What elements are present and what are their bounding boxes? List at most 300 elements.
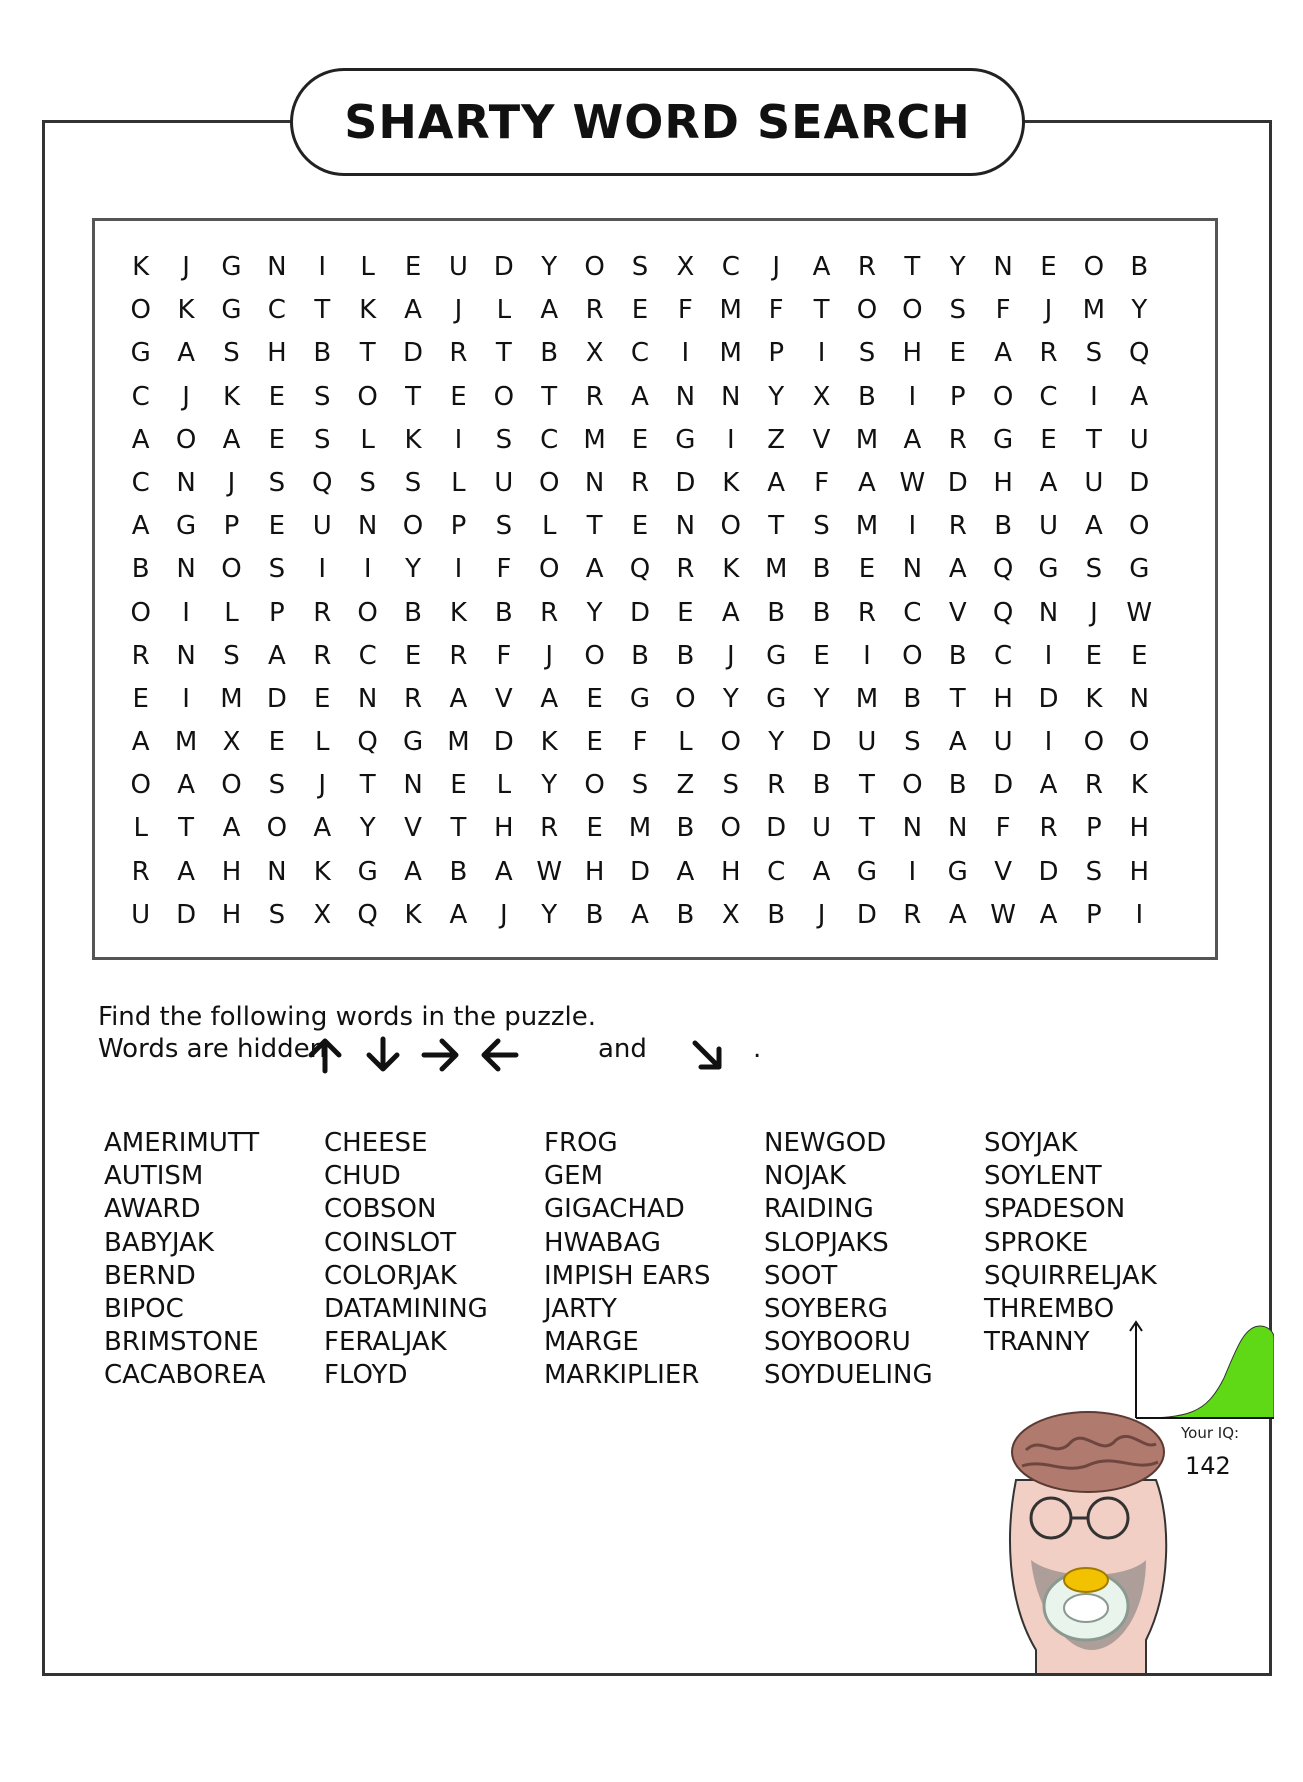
grid-letter: D xyxy=(1038,856,1059,887)
grid-letter: B xyxy=(313,338,332,369)
grid-letter: J xyxy=(182,252,190,282)
grid-letter: R xyxy=(585,295,604,326)
grid-letter: I xyxy=(817,338,826,369)
grid-letter: S xyxy=(1085,554,1103,585)
instructions-line-1: Find the following words in the puzzle. xyxy=(98,1002,596,1032)
grid-letter: G xyxy=(221,252,242,282)
grid-letter: S xyxy=(949,295,966,326)
grid-letter: Y xyxy=(768,727,785,758)
grid-letter: Y xyxy=(813,683,830,714)
grid-letter: A xyxy=(858,467,876,498)
grid-letter: Z xyxy=(767,424,786,455)
grid-letter: P xyxy=(223,511,240,542)
grid-letter: N xyxy=(267,252,287,282)
grid-letter: A xyxy=(313,813,332,844)
grid-letter: N xyxy=(176,640,196,671)
grid-letter: B xyxy=(948,640,967,671)
grid-letter: U xyxy=(131,899,151,930)
grid-letter: C xyxy=(131,381,150,412)
word-column xyxy=(544,1127,764,1393)
word-item: SOYBERG xyxy=(764,1294,888,1325)
grid-letter: B xyxy=(1130,252,1149,282)
grid-letter: B xyxy=(903,683,922,714)
grid-letter: N xyxy=(948,813,968,844)
word-item: CACABOREA xyxy=(104,1360,266,1391)
grid-letter: D xyxy=(493,727,514,758)
period-mark: . xyxy=(753,1034,762,1064)
word-item: SOYDUELING xyxy=(764,1360,933,1391)
grid-letter: S xyxy=(268,554,286,585)
grid-letter: E xyxy=(1040,424,1057,455)
grid-letter: T xyxy=(359,338,376,369)
grid-letter: J xyxy=(1044,295,1053,326)
grid-letter: S xyxy=(223,640,240,671)
grid-letter: S xyxy=(223,338,240,369)
grid-letter: Y xyxy=(405,554,421,585)
grid-letter: Q xyxy=(1129,338,1150,369)
grid-letter: M xyxy=(719,338,742,369)
grid-letter: R xyxy=(540,813,559,844)
grid-letter: A xyxy=(1085,511,1103,542)
grid-letter: F xyxy=(995,295,1011,326)
grid-letter: P xyxy=(269,597,285,628)
grid-letter: R xyxy=(948,511,967,542)
grid-letter: S xyxy=(858,338,876,369)
grid-letter: P xyxy=(949,381,966,412)
grid-letter: K xyxy=(722,467,740,498)
grid-letter: V xyxy=(948,597,967,628)
grid-letter: F xyxy=(632,727,648,758)
grid-letter: A xyxy=(177,856,195,887)
grid-letter: H xyxy=(993,683,1013,714)
grid-letter: C xyxy=(903,597,922,628)
grid-letter: E xyxy=(450,381,467,412)
word-item: AMERIMUTT xyxy=(104,1128,260,1158)
grid-letter: V xyxy=(994,856,1013,887)
grid-letter: N xyxy=(1038,597,1059,628)
grid-letter: A xyxy=(948,727,967,758)
word-item: SLOPJAKS xyxy=(764,1227,889,1258)
grid-letter: O xyxy=(357,597,378,628)
grid-letter: O xyxy=(538,467,560,498)
grid-letter: O xyxy=(902,770,923,801)
grid-letter: A xyxy=(540,683,559,714)
grid-letter: K xyxy=(722,554,740,585)
grid-letter: E xyxy=(677,597,694,628)
grid-letter: L xyxy=(541,511,557,542)
word-item: SOYBOORU xyxy=(764,1327,911,1358)
grid-letter: H xyxy=(221,856,242,887)
grid-letter: D xyxy=(947,467,968,498)
grid-letter: N xyxy=(403,770,423,801)
grid-letter: L xyxy=(360,424,375,455)
word-item: BABYJAK xyxy=(104,1227,214,1258)
grid-letter: R xyxy=(676,554,695,585)
grid-letter: L xyxy=(133,813,148,844)
grid-letter: E xyxy=(450,770,467,801)
grid-letter: I xyxy=(908,511,917,542)
grid-letter: V xyxy=(494,683,513,714)
grid-letter: G xyxy=(1129,554,1150,585)
grid-letter: T xyxy=(859,813,875,844)
grid-letter: Y xyxy=(949,252,966,282)
grid-letter: Q xyxy=(312,467,333,498)
word-item: TRANNY xyxy=(984,1327,1090,1358)
grid-letter: Q xyxy=(992,597,1014,628)
grid-letter: K xyxy=(404,899,422,930)
grid-letter: W xyxy=(899,467,926,498)
grid-letter: D xyxy=(403,338,424,369)
grid-letter: S xyxy=(813,511,830,542)
grid-letter: O xyxy=(720,727,741,758)
grid-letter: O xyxy=(720,511,741,542)
grid-letter: H xyxy=(902,338,923,369)
grid-letter: O xyxy=(902,640,923,671)
grid-letter: D xyxy=(493,252,514,282)
word-item: BRIMSTONE xyxy=(104,1327,259,1358)
grid-letter: E xyxy=(586,683,603,714)
grid-letter: M xyxy=(855,424,879,455)
grid-letter: B xyxy=(676,640,695,671)
grid-letter: N xyxy=(902,554,923,585)
grid-letter: J xyxy=(227,467,236,498)
word-item: MARGE xyxy=(544,1327,639,1358)
grid-letter: T xyxy=(859,770,875,801)
brain-wojak-image xyxy=(996,1410,1176,1674)
grid-letter: T xyxy=(949,683,966,714)
grid-letter: Q xyxy=(357,899,378,930)
grid-letter: E xyxy=(949,338,966,369)
grid-letter: C xyxy=(131,467,150,498)
word-item: SOOT xyxy=(764,1260,838,1291)
grid-letter: R xyxy=(767,770,786,801)
grid-letter: S xyxy=(1085,856,1103,887)
grid-letter: A xyxy=(948,554,967,585)
grid-letter: A xyxy=(721,597,740,628)
grid-letter: F xyxy=(995,813,1011,844)
word-list xyxy=(104,1127,1204,1393)
word-item: BIPOC xyxy=(104,1294,184,1325)
grid-letter: O xyxy=(584,770,605,801)
grid-letter: R xyxy=(540,597,559,628)
grid-letter: R xyxy=(1039,338,1058,369)
grid-letter: G xyxy=(993,424,1014,455)
grid-letter: L xyxy=(678,727,693,758)
grid-letter: O xyxy=(1083,727,1105,758)
grid-letter: G xyxy=(1038,554,1059,585)
grid-letter: A xyxy=(903,424,922,455)
grid-letter: C xyxy=(1039,381,1058,412)
and-label: and xyxy=(598,1034,647,1064)
grid-letter: S xyxy=(495,424,513,455)
grid-letter: G xyxy=(402,727,424,758)
grid-letter: N xyxy=(584,467,605,498)
grid-letter: E xyxy=(1040,252,1057,282)
word-item: SPADESON xyxy=(984,1194,1126,1225)
grid-letter: X xyxy=(676,252,695,282)
grid-letter: A xyxy=(1039,770,1058,801)
grid-letter: T xyxy=(586,511,603,542)
grid-letter: Q xyxy=(357,727,378,758)
grid-letter: J xyxy=(817,899,826,930)
grid-letter: E xyxy=(268,511,286,542)
grid-letter: Y xyxy=(1131,295,1148,326)
grid-letter: W xyxy=(536,856,563,887)
grid-letter: O xyxy=(538,554,560,585)
grid-letter: Y xyxy=(541,252,558,282)
grid-letter: Y xyxy=(586,597,603,628)
grid-letter: S xyxy=(404,467,422,498)
grid-letter: O xyxy=(584,252,605,282)
grid-letter: B xyxy=(404,597,422,628)
grid-letter: I xyxy=(726,424,735,455)
grid-letter: U xyxy=(1129,424,1149,455)
grid-letter: I xyxy=(454,424,463,455)
grid-letter: D xyxy=(176,899,197,930)
grid-letter: L xyxy=(451,467,466,498)
grid-letter: E xyxy=(631,295,649,326)
grid-letter: A xyxy=(222,813,241,844)
grid-letter: L xyxy=(496,295,512,326)
grid-letter: O xyxy=(1129,727,1150,758)
grid-letter: B xyxy=(994,511,1013,542)
word-item: DATAMINING xyxy=(324,1294,488,1325)
grid-letter: F xyxy=(768,295,784,326)
grid-letter: Y xyxy=(359,813,376,844)
grid-letter: C xyxy=(994,640,1013,671)
grid-letter: L xyxy=(315,727,330,758)
grid-letter: W xyxy=(1126,597,1153,628)
grid-letter: A xyxy=(449,899,468,930)
word-item: COINSLOT xyxy=(324,1227,457,1258)
grid-letter: A xyxy=(676,856,695,887)
word-item: COBSON xyxy=(324,1194,437,1225)
grid-letter: J xyxy=(182,381,190,412)
word-item: COLORJAK xyxy=(324,1260,457,1291)
direction-row xyxy=(98,1034,798,1074)
word-item: GEM xyxy=(544,1161,604,1192)
grid-letter: Z xyxy=(676,770,695,801)
grid-letter: B xyxy=(812,554,831,585)
grid-letter: P xyxy=(1086,813,1102,844)
grid-letter: C xyxy=(767,856,786,887)
grid-letter: E xyxy=(813,640,830,671)
grid-letter: M xyxy=(719,295,742,326)
grid-letter: N xyxy=(176,554,196,585)
grid-letter: N xyxy=(675,511,696,542)
grid-letter: I xyxy=(182,683,190,714)
arrow-right-icon xyxy=(421,1036,461,1074)
title-banner xyxy=(290,68,1025,176)
grid-letter: F xyxy=(814,467,830,498)
grid-letter: E xyxy=(631,424,649,455)
grid-letter: N xyxy=(721,381,741,412)
grid-letter: X xyxy=(585,338,604,369)
grid-letter: R xyxy=(313,640,332,671)
grid-letter: N xyxy=(675,381,696,412)
grid-letter: U xyxy=(812,813,832,844)
grid-letter: A xyxy=(131,511,150,542)
word-item: NOJAK xyxy=(764,1161,846,1192)
grid-letter: X xyxy=(313,899,332,930)
grid-letter: D xyxy=(811,727,832,758)
grid-letter: P xyxy=(1086,899,1102,930)
word-item: FLOYD xyxy=(324,1360,408,1391)
grid-letter: D xyxy=(993,770,1014,801)
grid-letter: J xyxy=(545,640,554,671)
arrow-down-icon xyxy=(363,1036,403,1074)
grid-letter: S xyxy=(314,381,331,412)
grid-letter: O xyxy=(130,597,151,628)
grid-letter: A xyxy=(222,424,241,455)
grid-letter: G xyxy=(357,856,378,887)
word-item: AWARD xyxy=(104,1194,201,1225)
grid-letter: E xyxy=(858,554,876,585)
grid-letter: R xyxy=(131,856,150,887)
grid-letter: T xyxy=(178,813,195,844)
grid-letter: R xyxy=(1039,813,1058,844)
grid-letter: S xyxy=(722,770,740,801)
grid-letter: R xyxy=(857,252,876,282)
grid-letter: B xyxy=(767,899,786,930)
grid-letter: T xyxy=(405,381,421,412)
grid-letter: B xyxy=(131,554,150,585)
grid-letter: G xyxy=(766,640,787,671)
grid-letter: K xyxy=(449,597,467,628)
grid-letter: Y xyxy=(768,381,785,412)
grid-letter: O xyxy=(402,511,424,542)
grid-letter: I xyxy=(908,856,917,887)
grid-letter: R xyxy=(449,338,468,369)
grid-letter: I xyxy=(318,252,327,282)
grid-letter: B xyxy=(631,640,649,671)
grid-letter: E xyxy=(268,727,286,758)
word-item: SOYLENT xyxy=(984,1161,1102,1192)
grid-letter: A xyxy=(494,856,513,887)
word-item: FROG xyxy=(544,1128,618,1158)
grid-letter: A xyxy=(812,856,831,887)
grid-letter: I xyxy=(318,554,327,585)
grid-letter: C xyxy=(358,640,377,671)
grid-letter: Q xyxy=(992,554,1014,585)
grid-letter: R xyxy=(857,597,876,628)
word-item: RAIDING xyxy=(764,1194,874,1225)
grid-letter: F xyxy=(496,554,512,585)
grid-letter: E xyxy=(268,424,286,455)
grid-letter: O xyxy=(1083,252,1105,282)
grid-letter: B xyxy=(676,899,695,930)
grid-letter: H xyxy=(267,338,287,369)
grid-letter: A xyxy=(131,727,150,758)
grid-letter: O xyxy=(357,381,378,412)
grid-letter: H xyxy=(1129,813,1150,844)
grid-letter: O xyxy=(720,813,741,844)
grid-letter: M xyxy=(855,683,879,714)
grid-letter: D xyxy=(266,683,287,714)
grid-letter: I xyxy=(363,554,372,585)
grid-letter: T xyxy=(813,295,830,326)
grid-letter: O xyxy=(992,381,1014,412)
word-item: SPROKE xyxy=(984,1227,1089,1258)
grid-letter: K xyxy=(132,252,150,282)
grid-letter: J xyxy=(772,252,780,282)
grid-letter: S xyxy=(359,467,376,498)
grid-letter: H xyxy=(221,899,242,930)
word-column xyxy=(764,1127,984,1393)
grid-letter: E xyxy=(586,813,603,844)
grid-letter: S xyxy=(268,467,286,498)
instructions-line-2: Words are hidden xyxy=(98,1034,327,1064)
grid-letter: I xyxy=(1135,899,1144,930)
grid-letter: K xyxy=(359,295,377,326)
instructions xyxy=(98,1000,596,1034)
grid-letter: T xyxy=(359,770,376,801)
grid-letter: X xyxy=(721,899,740,930)
iq-bell-curve xyxy=(1128,1318,1274,1424)
grid-letter: T xyxy=(495,338,512,369)
grid-letter: G xyxy=(176,511,197,542)
grid-letter: K xyxy=(177,295,195,326)
grid-letter: Y xyxy=(541,770,558,801)
grid-letter: R xyxy=(131,640,150,671)
grid-letter: S xyxy=(631,252,649,282)
grid-letter: J xyxy=(318,770,327,801)
letter-grid xyxy=(118,246,1162,937)
grid-letter: D xyxy=(766,813,787,844)
grid-letter: I xyxy=(863,640,871,671)
grid-letter: D xyxy=(1038,683,1059,714)
grid-letter: T xyxy=(1085,424,1102,455)
grid-letter: G xyxy=(221,295,242,326)
grid-letter: O xyxy=(584,640,605,671)
grid-letter: O xyxy=(221,554,242,585)
grid-letter: M xyxy=(764,554,788,585)
grid-letter: J xyxy=(454,295,463,326)
word-item: IMPISH EARS xyxy=(544,1260,711,1291)
grid-letter: U xyxy=(312,511,332,542)
bell-curve-fill xyxy=(1136,1326,1274,1418)
grid-letter: O xyxy=(221,770,242,801)
grid-letter: R xyxy=(1084,770,1103,801)
grid-letter: H xyxy=(1129,856,1150,887)
word-item: GIGACHAD xyxy=(544,1194,685,1225)
grid-letter: C xyxy=(630,338,650,369)
grid-letter: E xyxy=(1085,640,1103,671)
grid-letter: L xyxy=(360,252,375,282)
grid-letter: F xyxy=(496,640,512,671)
grid-letter: J xyxy=(726,640,735,671)
grid-letter: M xyxy=(583,424,606,455)
grid-letter: A xyxy=(1039,899,1058,930)
grid-letter: A xyxy=(267,640,286,671)
word-item: HWABAG xyxy=(544,1227,661,1258)
grid-letter: G xyxy=(629,683,651,714)
grid-letter: K xyxy=(540,727,558,758)
word-column xyxy=(324,1127,544,1393)
grid-letter: C xyxy=(267,295,286,326)
grid-letter: G xyxy=(947,856,968,887)
grid-letter: E xyxy=(631,511,649,542)
grid-letter: A xyxy=(131,424,150,455)
grid-letter: X xyxy=(812,381,831,412)
grid-letter: R xyxy=(404,683,423,714)
grid-letter: E xyxy=(404,252,422,282)
word-item: FERALJAK xyxy=(324,1327,447,1358)
grid-letter: K xyxy=(1085,683,1103,714)
grid-letter: E xyxy=(586,727,603,758)
grid-letter: M xyxy=(1082,295,1106,326)
grid-letter: B xyxy=(858,381,876,412)
